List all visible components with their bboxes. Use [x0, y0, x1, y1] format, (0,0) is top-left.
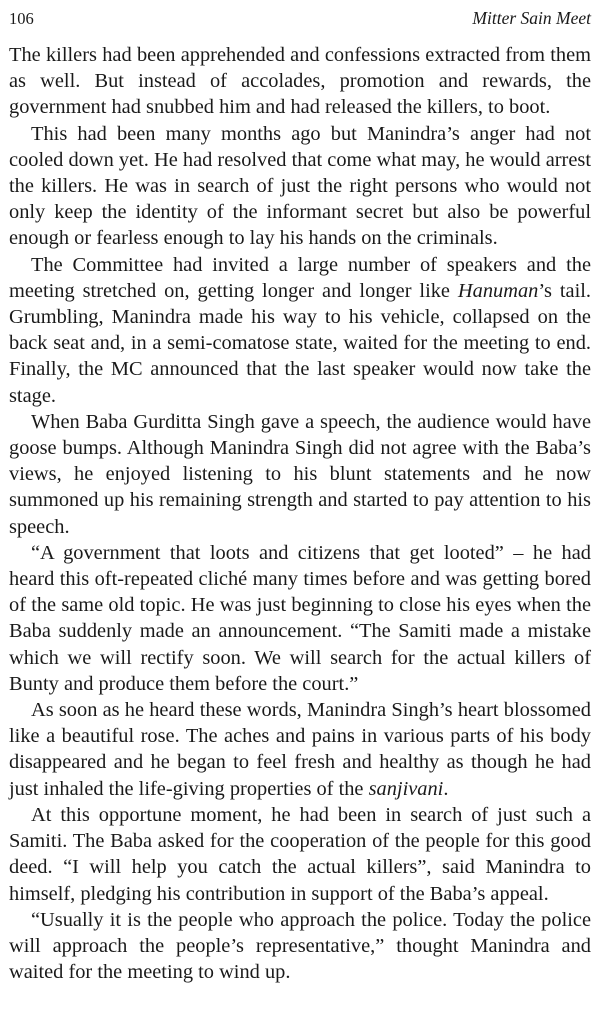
running-title: Mitter Sain Meet [472, 8, 591, 28]
paragraph-text: ’s tail. Grumbling, Manindra made his way to his vehicle, collapsed on the back seat and, in a semi-comatose state, waited for the meeting to end. Finally, the MC announced that the last speaker would now take the stage. [9, 279, 591, 407]
italic-term: Hanuman [457, 279, 539, 302]
page-number: 106 [9, 9, 34, 28]
paragraph: The killers had been apprehended and confessions extracted from them as well. But instead of accolades, promotion and rewards, the government had snubbed him and had released the killers, to boot. [9, 44, 591, 119]
paragraph-text: The Committee had invited a large number of speakers and the meeting stretched on, getting longer and longer like [9, 253, 591, 302]
paragraph: “Usually it is the people who approach the police. Today the police will approach the people’s representative,” thought Manindra and waited for the meeting to wind up. [9, 908, 591, 984]
paragraph [9, 252, 591, 409]
paragraph-text: . [443, 777, 449, 800]
paragraph: “A government that loots and citizens that get looted” – he had heard this oft-repeated cliché many times before and was getting bored of the same old topic. He was just beginning to close his eyes when the Baba suddenly made an announcement. “The Samiti made a mistake which we will rectify soon. We will search for the actual killers of Bunty and produce them before the court.” [9, 541, 591, 695]
paragraph-text: As soon as he heard these words, Manindra Singh’s heart blossomed like a beautiful rose. The aches and pains in various parts of his body disappeared and he began to feel fresh and healthy as though he had just inhaled the life-giving properties of the [9, 699, 591, 800]
paragraph: This had been many months ago but Manindra’s anger had not cooled down yet. He had resolved that come what may, he would arrest the killers. He was in search of just the right persons who would not only keep the identity of the informant secret but also be powerful enough or fearless enough to lay his hands on the criminals. [9, 122, 591, 250]
italic-term: sanjivani [368, 777, 444, 800]
paragraph: At this opportune moment, he had been in search of just such a Samiti. The Baba asked for the cooperation of the people for this good deed. “I will help you catch the actual killers”, said Manindra to himself, pledging his contribution in support of the Baba’s appeal. [9, 803, 591, 905]
body-text [9, 42, 591, 985]
paragraph: When Baba Gurditta Singh gave a speech, the audience would have goose bumps. Although Manindra Singh did not agree with the Baba’s views, he enjoyed listening to his blunt statements and he now summoned up his remaining strength and started to pay attention to his speech. [9, 410, 591, 538]
paragraph [9, 697, 591, 802]
page-header [9, 8, 591, 42]
